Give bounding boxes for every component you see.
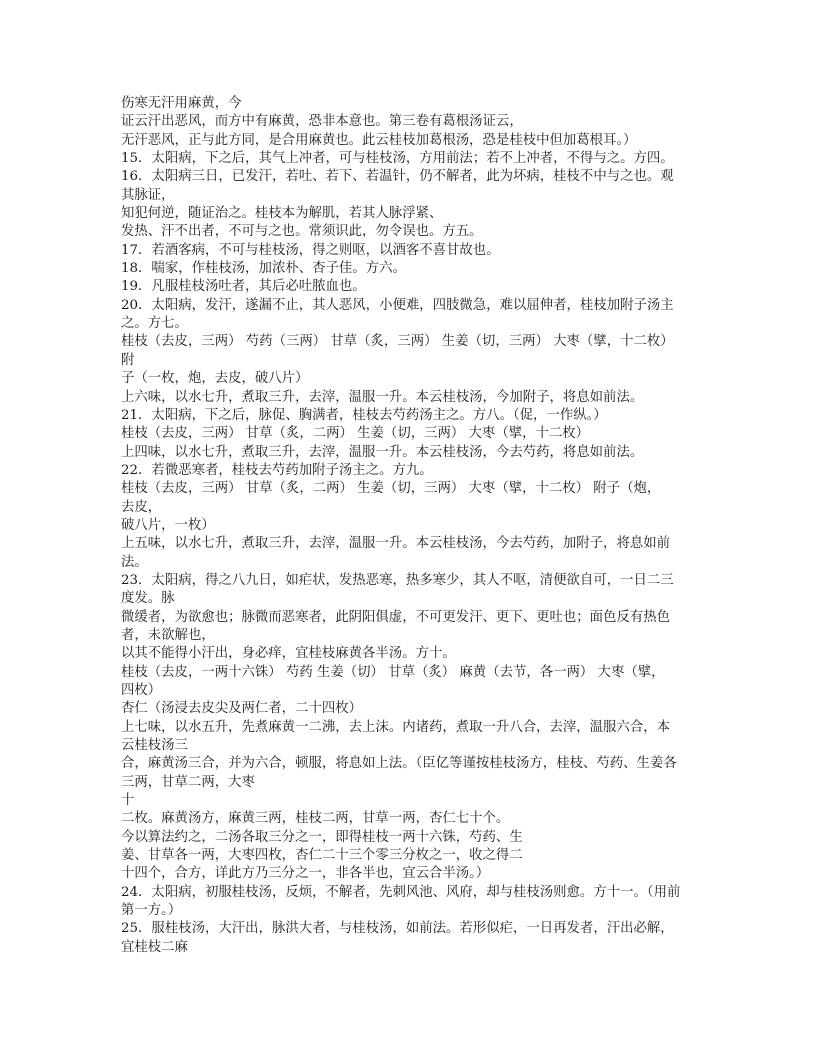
clause-23: 23．太阳病，得之八九日，如疟状，发热恶寒，热多寒少，其人不呕，清便欲自可，一日二三 <box>121 572 674 588</box>
ingredient-line: 子（一枚，炮，去皮，破八片） <box>121 371 309 387</box>
preparation-line: 上七味，以水五升，先煮麻黄一二沸，去上沫。内诸药，煮取一升八合，去滓，温服六合，本 <box>121 719 671 735</box>
text-line: 度发。脉 <box>121 591 175 607</box>
clause-22: 22．若微恶寒者，桂枝去芍药加附子汤主之。方九。 <box>121 462 433 478</box>
preparation-line: 上四味，以水七升，煮取三升，去滓，温服一升。本云桂枝汤，今去芍药，将息如前法。 <box>121 444 644 460</box>
text-line: 四枚） <box>121 683 162 698</box>
text-line: 者，未欲解也， <box>121 627 215 643</box>
text-line: 无汗恶风，正与此方同，是合用麻黄也。此云桂枝加葛根汤，恐是桂枝中但加葛根耳。） <box>121 132 637 148</box>
annotation-line: 十 <box>121 793 135 809</box>
text-line: 微缓者，为欲愈也；脉微而恶寒者，此阴阳俱虚，不可更发汗、更下、更吐也；面色反有热色 <box>121 609 671 625</box>
ingredient-line: 桂枝（去皮，三两） 甘草（炙，二两） 生姜（切，三两） 大枣（擘，十二枚） <box>121 426 590 442</box>
clause-18: 18．喘家，作桂枝汤，加浓朴、杏子佳。方六。 <box>121 261 406 277</box>
ingredient-line: 桂枝（去皮，三两） 甘草（炙，二两） 生姜（切，三两） 大枣（擘，十二枚） 附子（炮， <box>121 481 661 497</box>
preparation-line: 上六味，以水七升，煮取三升，去滓，温服一升。本云桂枝汤，今加附子，将息如前法。 <box>121 389 644 405</box>
annotation-line: 合，麻黄汤三合，并为六合，顿服，将息如上法。（臣亿等谨按桂枝汤方，桂枝、芍药、生姜各 <box>121 756 677 772</box>
ingredient-line: 杏仁（汤浸去皮尖及两仁者，二十四枚） <box>121 701 363 717</box>
text-line: 之。方七。 <box>121 316 188 332</box>
text-line: 法。 <box>121 554 148 570</box>
clause-19: 19．凡服桂枝汤吐者，其后必吐脓血也。 <box>121 279 366 295</box>
clause-15: 15．太阳病，下之后，其气上冲者，可与桂枝汤，方用前法；若不上冲者，不得与之。方四。 <box>121 151 674 167</box>
clause-20: 20．太阳病，发汗，遂漏不止，其人恶风，小便难，四肢微急，难以屈伸者，桂枝加附子汤主 <box>121 297 674 313</box>
document-page <box>121 95 699 957</box>
clause-16: 16．太阳病三日，已发汗，若吐、若下、若温针，仍不解者，此为坏病，桂枝不中与之也。观 <box>121 169 674 185</box>
annotation-line: 十四个，合方，详此方乃三分之一，非各半也，宜云合半汤。） <box>121 866 490 882</box>
text-line: 证云汗出恶风，而方中有麻黄，恐非本意也。第三卷有葛根汤证云， <box>121 114 523 130</box>
annotation-line: 三两，甘草二两，大枣 <box>121 774 255 790</box>
clause-25: 25．服桂枝汤，大汗出，脉洪大者，与桂枝汤，如前法。若形似疟，一日再发者，汗出必解， <box>121 921 674 937</box>
text-line: 附 <box>121 352 135 368</box>
preparation-line: 上五味，以水七升，煮取三升，去滓，温服一升。本云桂枝汤，今去芍药，加附子，将息如前 <box>121 536 671 552</box>
clause-17: 17．若酒客病，不可与桂枝汤，得之则呕，以酒客不喜甘故也。 <box>121 242 500 258</box>
text-line: 以其不能得小汗出，身必痒，宜桂枝麻黄各半汤。方十。 <box>121 646 456 662</box>
clause-21: 21．太阳病，下之后，脉促、胸满者，桂枝去芍药汤主之。方八。（促，一作纵。） <box>121 407 607 423</box>
ingredient-line: 破八片，一枚） <box>121 517 215 533</box>
text-line: 其脉证， <box>121 187 175 203</box>
text-line: 知犯何逆，随证治之。桂枝本为解肌，若其人脉浮紧、 <box>121 206 443 222</box>
annotation-line: 二枚。麻黄汤方，麻黄三两，桂枝二两，甘草一两，杏仁七十个。 <box>121 811 510 827</box>
clause-24: 24．太阳病，初服桂枝汤，反烦，不解者，先刺风池、风府，却与桂枝汤则愈。方十一。（用前 <box>121 884 681 900</box>
text-line: 第一方。） <box>121 903 182 919</box>
text-line: 云桂枝汤三 <box>121 738 188 754</box>
text-line: 伤寒无汗用麻黄，今 <box>121 96 242 111</box>
text-line: 宜桂枝二麻 <box>121 939 188 955</box>
ingredient-line: 桂枝（去皮，一两十六铢） 芍药 生姜（切） 甘草（炙） 麻黄（去节，各一两） 大枣（擘， <box>121 664 665 680</box>
annotation-line: 今以算法约之，二汤各取三分之一，即得桂枝一两十六铢，芍药、生 <box>121 829 523 845</box>
text-line: 去皮， <box>121 499 162 515</box>
text-line: 发热、汗不出者，不可与之也。常须识此，勿令误也。方五。 <box>121 224 483 240</box>
annotation-line: 姜、甘草各一两，大枣四枚，杏仁二十三个零三分枚之一，收之得二 <box>121 848 523 864</box>
ingredient-line: 桂枝（去皮，三两） 芍药（三两） 甘草（炙，三两） 生姜（切，三两） 大枣（擘，十二枚） <box>121 334 674 350</box>
